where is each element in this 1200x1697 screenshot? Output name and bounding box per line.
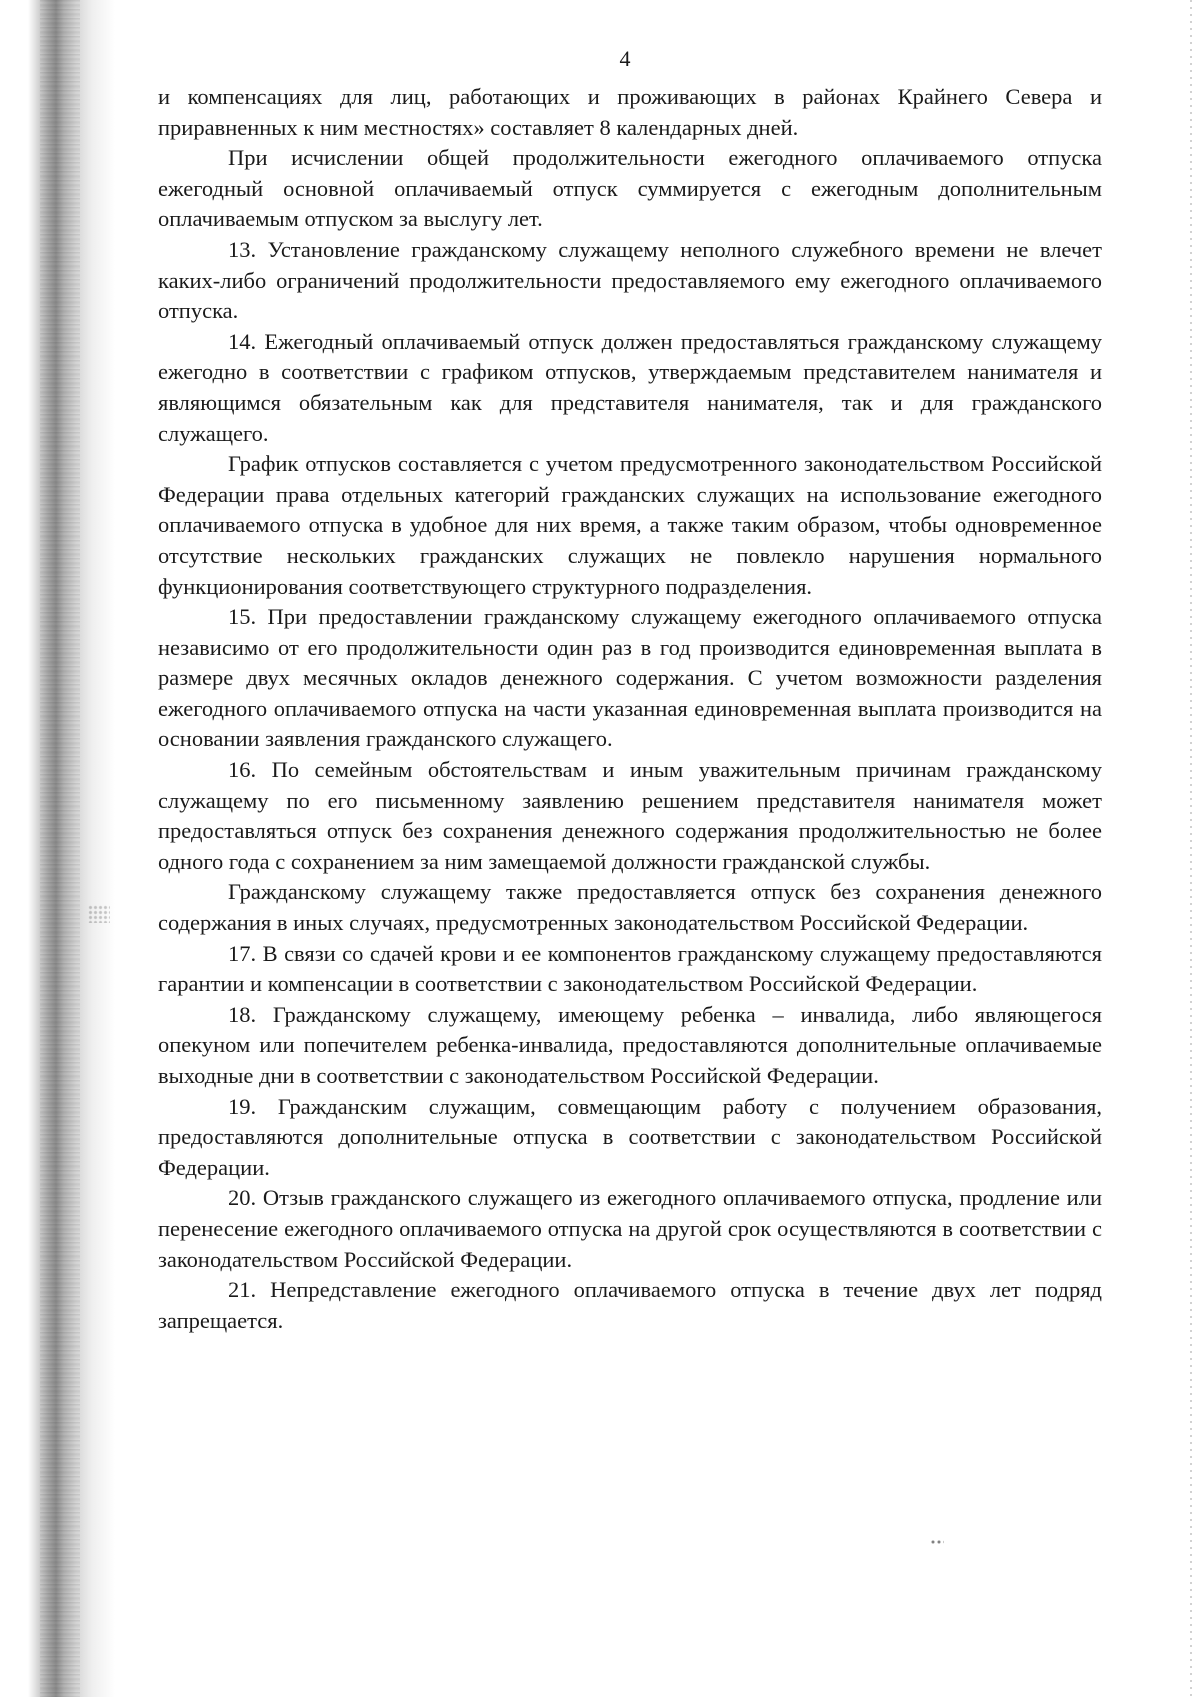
paragraph-item-13: 13. Установление гражданскому служащему неполного служебного времени не влечет каких-либо ограничений продолжительности предоставляемого ему ежегодного оплачиваемого отпуска. xyxy=(158,236,1102,324)
paragraph-item-21: 21. Непредставление ежегодного оплачиваемого отпуска в течение двух лет подряд запрещается. xyxy=(158,1277,1102,1333)
paragraph-item-20: 20. Отзыв гражданского служащего из ежегодного оплачиваемого отпуска, продление или перенесение ежегодного оплачиваемого отпуска на другой срок осуществляются в соответствии с законодательством Российской Федерации. xyxy=(158,1185,1102,1272)
paragraph-leave-schedule: График отпусков составляется с учетом предусмотренного законодательством Российской Федерации права отдельных категорий гражданских служащих на использование ежегодного оплачиваемого отпуска в удобное для них время, а также таким образом, чтобы одновременное отсутствие нескольких гражданских служащих не повлекло нарушения нормального функционирования соответствующего структурного подразделения. xyxy=(158,451,1102,599)
scan-noise-left xyxy=(40,0,80,1697)
paragraph-continuation: и компенсациях для лиц, работающих и проживающих в районах Крайнего Севера и приравненных к ним местностях» составляет 8 календарных дней. xyxy=(158,84,1102,140)
paragraph-item-15: 15. При предоставлении гражданскому служащему ежегодного оплачиваемого отпуска независимо от его продолжительности один раз в год производится единовременная выплата в размере двух месячных окладов денежного содержания. С учетом возможности разделения ежегодного оплачиваемого отпуска на части указанная единовременная выплата производится на основании заявления гражданского служащего. xyxy=(158,604,1102,752)
paragraph-item-17: 17. В связи со сдачей крови и ее компонентов гражданскому служащему предоставляются гарантии и компенсации в соответствии с законодательством Российской Федерации. xyxy=(158,940,1102,997)
scan-edge-right xyxy=(1190,0,1192,1697)
scan-speck xyxy=(88,905,110,923)
page-number: 4 xyxy=(619,46,631,71)
paragraph-item-19: 19. Гражданским служащим, совмещающим работу с получением образования, предоставляются дополнительные отпуска в соответствии с законодательством Российской Федерации. xyxy=(158,1093,1102,1180)
scan-speck-small xyxy=(930,1540,944,1544)
paragraph-item-14: 14. Ежегодный оплачиваемый отпуск должен предоставляться гражданскому служащему ежегодно в соответствии с графиком отпусков, утверждаемым представителем нанимателя и являющимся обязательным как для представителя нанимателя, так и для гражданского служащего. xyxy=(158,328,1102,446)
paragraph-item-18: 18. Гражданскому служащему, имеющему ребенка – инвалида, либо являющегося опекуном или попечителем ребенка-инвалида, предоставляются дополнительные оплачиваемые выходные дни в соответствии с законодательством Российской Федерации. xyxy=(158,1001,1102,1088)
paragraph-item-16: 16. По семейным обстоятельствам и иным уважительным причинам гражданскому служащему по его письменному заявлению решением представителя нанимателя может предоставляться отпуск без сохранения денежного содержания продолжительностью не более одного года с сохранением за ним замещаемой должности гражданской службы. xyxy=(158,757,1102,874)
document-body xyxy=(158,82,1102,1336)
paragraph-leave-summation: При исчислении общей продолжительности ежегодного оплачиваемого отпуска ежегодный основной оплачиваемый отпуск суммируется с ежегодным дополнительным оплачиваемым отпуском за выслугу лет. xyxy=(158,145,1102,232)
paragraph-unpaid-leave: Гражданскому служащему также предоставляется отпуск без сохранения денежного содержания в иных случаях, предусмотренных законодательством Российской Федерации. xyxy=(158,879,1102,936)
